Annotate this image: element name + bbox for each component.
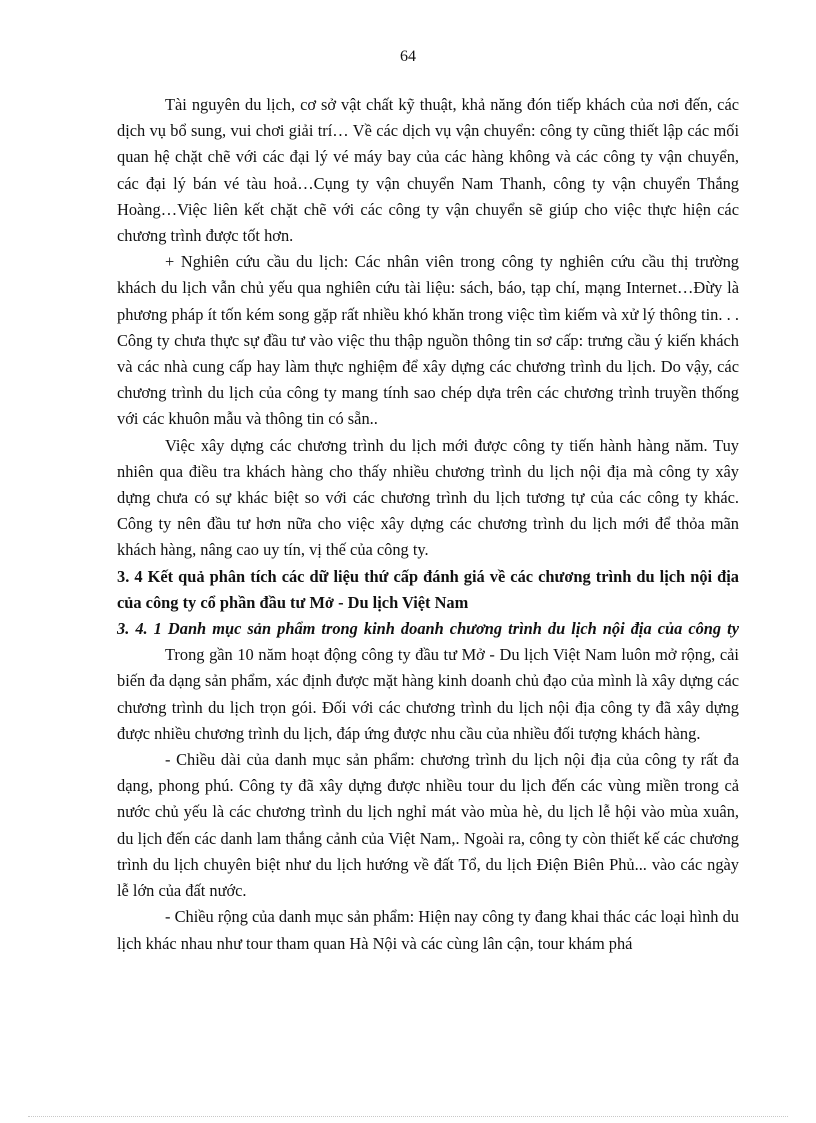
paragraph-product-width: - Chiều rộng của danh mục sản phẩm: Hiện nay công ty đang khai thác các loại hình du lịch khác nhau như tour tham quan Hà Nội và các cùng lân cận, tour khám phá xyxy=(117,907,739,953)
subsection-heading: 3. 4. 1 Danh mục sản phẩm trong kinh doanh chương trình du lịch nội địa của công ty xyxy=(117,619,739,639)
paragraph-product-length: - Chiều dài của danh mục sản phẩm: chương trình du lịch nội địa của công ty rất đa dạng, phong phú. Công ty đã xây dựng được nhiều tour du lịch đến các vùng miền trong cả nước chủ yếu là các chương trình du lịch nghỉ mát vào mùa hè, du lịch lễ hội vào mùa xuân, du lịch đến các danh lam thắng cảnh của Việt Nam,. Ngoài ra, công ty còn thiết kế các chương trình du lịch chuyên biệt như du lịch hướng về đất Tổ, du lịch Điện Biên Phủ... vào các ngày lễ lớn của đất nước. xyxy=(117,750,739,901)
paragraph-ten-years: Trong gần 10 năm hoạt động công ty đầu tư Mở - Du lịch Việt Nam luôn mở rộng, cải biến đa dạng sản phẩm, xác định được mặt hàng kinh doanh chủ đạo của mình là xây dựng các chương trình du lịch trọn gói. Đối với các chương trình du lịch nội địa công ty đã xây dựng được nhiều chương trình du lịch, đáp ứng được nhu cầu của nhiều đối tượng khách hàng. xyxy=(117,645,739,743)
document-body xyxy=(117,92,739,957)
paragraph-tourism-resources: Tài nguyên du lịch, cơ sở vật chất kỹ thuật, khả năng đón tiếp khách của nơi đến, các dịch vụ bổ sung, vui chơi giải trí… Về các dịch vụ vận chuyển: công ty cũng thiết lập các mối quan hệ chặt chẽ với các đại lý vé máy bay của các hàng không và các công ty vận chuyển, các đại lý bán vé tàu hoả…Cụng ty vận chuyển Nam Thanh, công ty vận chuyển Thắng Hoàng…Việc liên kết chặt chẽ với các công ty vận chuyển sẽ giúp cho việc thực hiện các chương trình được tốt hơn. xyxy=(117,95,739,246)
section-heading: 3. 4 Kết quả phân tích các dữ liệu thứ cấp đánh giá về các chương trình du lịch nội địa của công ty cổ phần đầu tư Mở - Du lịch Việt Nam xyxy=(117,566,739,612)
paragraph-new-programs: Việc xây dựng các chương trình du lịch mới được công ty tiến hành hàng năm. Tuy nhiên qua điều tra khách hàng cho thấy nhiều chương trình du lịch nội địa mà công ty xây dựng chưa có sự khác biệt so với các chương trình du lịch tương tự của các công ty khác. Công ty nên đầu tư hơn nữa cho việc xây dựng các chương trình du lịch mới để thỏa mãn khách hàng, nâng cao uy tín, vị thế của công ty. xyxy=(117,435,739,560)
page-number: 64 xyxy=(400,48,416,65)
paragraph-demand-research: + Nghiên cứu cầu du lịch: Các nhân viên trong công ty nghiên cứu cầu thị trường khách du lịch vẫn chủ yếu qua nghiên cứu tài liệu: sách, báo, tạp chí, mạng Internet…Đừy là phương pháp ít tốn kém song gặp rất nhiều khó khăn trong việc tìm kiếm và xử lý thông tin. . . Công ty chưa thực sự đầu tư vào việc thu thập nguồn thông tin sơ cấp: trưng cầu ý kiến khách và các nhà cung cấp hay làm thực nghiệm để xây dựng các chương trình du lịch. Do vậy, các chương trình du lịch của công ty mang tính sao chép dựa trên các chương trình truyền thống với các khuôn mẫu và thông tin có sẵn.. xyxy=(117,252,739,429)
page-bottom-divider xyxy=(28,1116,788,1117)
